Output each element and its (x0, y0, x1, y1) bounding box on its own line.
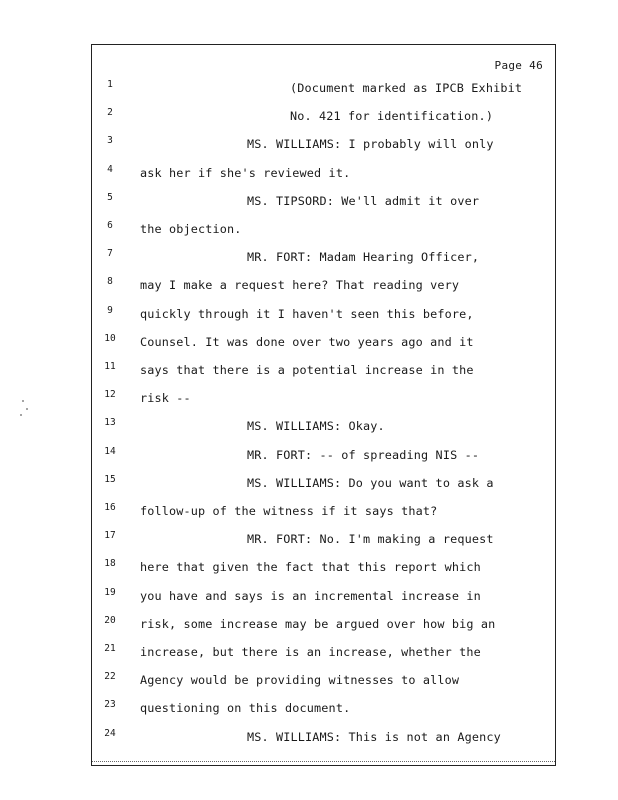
transcript-line (92, 135, 555, 155)
line-text: MR. FORT: -- of spreading NIS -- (247, 447, 480, 462)
line-number: 1 (107, 79, 113, 90)
transcript-line (92, 699, 555, 719)
line-number: 17 (104, 530, 116, 542)
line-text: MR. FORT: Madam Hearing Officer, (247, 250, 480, 265)
line-text: risk -- (140, 391, 191, 406)
bottom-rule (92, 761, 555, 762)
line-number: 24 (104, 727, 116, 739)
line-text: MS. WILLIAMS: Do you want to ask a (247, 475, 494, 490)
transcript-line (92, 446, 555, 466)
transcript-line (92, 671, 555, 691)
line-number: 9 (107, 304, 113, 316)
line-text: No. 421 for identification.) (290, 109, 494, 124)
transcript-line (92, 305, 555, 325)
transcript-line (92, 530, 555, 550)
line-number: 11 (104, 361, 116, 372)
line-text: questioning on this document. (140, 701, 351, 716)
transcript-line (92, 333, 555, 353)
transcript-line (92, 220, 555, 240)
line-text: risk, some increase may be argued over how big an (140, 616, 496, 631)
line-text: the objection. (140, 222, 242, 236)
line-number: 21 (104, 643, 116, 654)
transcript-line (92, 107, 555, 127)
line-number: 6 (107, 220, 113, 231)
transcript-line (92, 417, 555, 437)
line-text: MS. WILLIAMS: This is not an Agency (247, 729, 501, 744)
line-number: 14 (104, 445, 116, 457)
line-number: 12 (104, 389, 116, 401)
transcript-line (92, 276, 555, 296)
scan-speck (26, 408, 28, 410)
line-text: MS. WILLIAMS: Okay. (247, 419, 385, 434)
transcript-line (92, 474, 555, 494)
line-text: may I make a request here? That reading very (140, 278, 460, 293)
line-number: 20 (104, 614, 116, 626)
line-number: 16 (104, 502, 116, 513)
line-text: MS. WILLIAMS: I probably will only (247, 137, 494, 152)
line-number: 13 (104, 417, 116, 429)
transcript-line (92, 643, 555, 663)
transcript-line (92, 502, 555, 522)
line-text: MR. FORT: No. I'm making a request (247, 532, 494, 547)
page-number: Page 46 (494, 59, 543, 72)
line-text: says that there is a potential increase in the (140, 363, 474, 377)
line-number: 22 (104, 671, 116, 683)
line-number: 23 (104, 699, 116, 711)
transcript-line (92, 164, 555, 184)
line-number: 18 (104, 558, 116, 570)
scan-speck (22, 400, 24, 402)
line-text: ask her if she's reviewed it. (140, 165, 351, 180)
line-number: 3 (107, 135, 113, 147)
line-text: increase, but there is an increase, whether the (140, 645, 481, 659)
line-text: (Document marked as IPCB Exhibit (290, 81, 523, 95)
transcript-line (92, 192, 555, 212)
transcript-line (92, 361, 555, 381)
line-number: 5 (107, 191, 113, 203)
line-number: 2 (107, 107, 113, 119)
line-text: here that given the fact that this report which (140, 560, 481, 575)
transcript-line (92, 558, 555, 578)
scan-speck (20, 414, 22, 416)
transcript-line (92, 587, 555, 607)
line-text: quickly through it I haven't seen this before, (140, 306, 474, 321)
transcript-line (92, 79, 555, 99)
line-number: 10 (104, 332, 116, 344)
transcript-page (91, 44, 556, 766)
line-text: MS. TIPSORD: We'll admit it over (247, 193, 480, 208)
transcript-line (92, 248, 555, 268)
line-text: Counsel. It was done over two years ago and it (140, 334, 474, 349)
line-number: 19 (104, 586, 116, 598)
line-text: follow-up of the witness if it says that? (140, 504, 438, 518)
transcript-line (92, 615, 555, 635)
line-text: Agency would be providing witnesses to allow (140, 673, 460, 688)
line-number: 8 (107, 276, 113, 288)
line-number: 7 (107, 248, 113, 260)
line-number: 15 (104, 473, 116, 485)
transcript-line (92, 728, 555, 748)
line-number: 4 (107, 163, 113, 175)
line-text: you have and says is an incremental increase in (140, 588, 481, 603)
transcript-line (92, 389, 555, 409)
